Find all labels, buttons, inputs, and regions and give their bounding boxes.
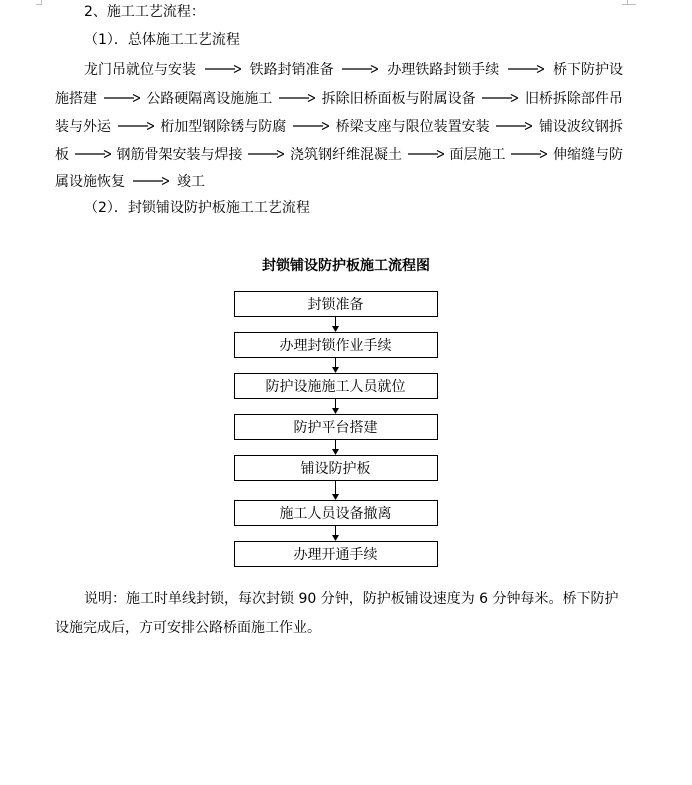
process-step-text: 办理铁路封锁手续 bbox=[387, 62, 500, 78]
process-step-text: 铁路封销准备 bbox=[249, 62, 334, 78]
process-step-text: 竣工 bbox=[177, 174, 205, 190]
flowchart-step-label: 办理封锁作业手续 bbox=[279, 337, 392, 354]
process-step-text: 桁加型钢除锈与防腐 bbox=[160, 119, 287, 135]
flowchart-step-label: 封锁准备 bbox=[307, 296, 364, 313]
process-step-text: 钢筋骨架安装与焊接 bbox=[116, 147, 243, 163]
flowchart-step-label: 防护设施施工人员就位 bbox=[265, 378, 406, 395]
flowchart-step-label: 办理开通手续 bbox=[293, 546, 378, 563]
note-line-1: 说明：施工时单线封锁，每次封锁 90 分钟，防护板铺设速度为 6 分钟每米。桥下防护 bbox=[84, 591, 619, 607]
note-line-2: 设施完成后，方可安排公路桥面施工作业。 bbox=[55, 620, 321, 636]
process-step-text: 面层施工 bbox=[449, 147, 506, 163]
process-step-text: 拆除旧桥面板与附属设备 bbox=[321, 91, 476, 107]
flowchart-step-label: 施工人员设备撤离 bbox=[279, 505, 392, 522]
flowchart-step-label: 铺设防护板 bbox=[300, 460, 371, 477]
subsection-heading-overall: （1）．总体施工工艺流程 bbox=[84, 32, 240, 48]
process-step-text: 施搭建 bbox=[55, 91, 97, 107]
subsection-heading-blocking: （2）．封锁铺设防护板施工工艺流程 bbox=[84, 200, 310, 216]
process-step-text: 旧桥拆除部件吊 bbox=[524, 91, 623, 107]
process-step-text: 铺设波纹钢拆 bbox=[538, 119, 623, 135]
process-step-text: 板 bbox=[55, 147, 69, 163]
process-step-text: 龙门吊就位与安装 bbox=[84, 62, 196, 78]
process-step-text: 桥梁支座与限位装置安装 bbox=[335, 119, 490, 135]
process-step-text: 桥下防护设 bbox=[552, 62, 623, 78]
process-step-text: 装与外运 bbox=[55, 119, 111, 135]
flowchart-step-label: 防护平台搭建 bbox=[293, 419, 378, 436]
section-heading: 2、施工工艺流程： bbox=[84, 4, 205, 20]
process-step-text: 浇筑钢纤维混凝土 bbox=[290, 147, 402, 163]
process-step-text: 伸缩缝与防 bbox=[553, 147, 623, 163]
flowchart-title: 封锁铺设防护板施工流程图 bbox=[262, 258, 430, 274]
process-step-text: 属设施恢复 bbox=[55, 174, 125, 190]
process-step-text: 公路硬隔离设施施工 bbox=[146, 91, 273, 107]
